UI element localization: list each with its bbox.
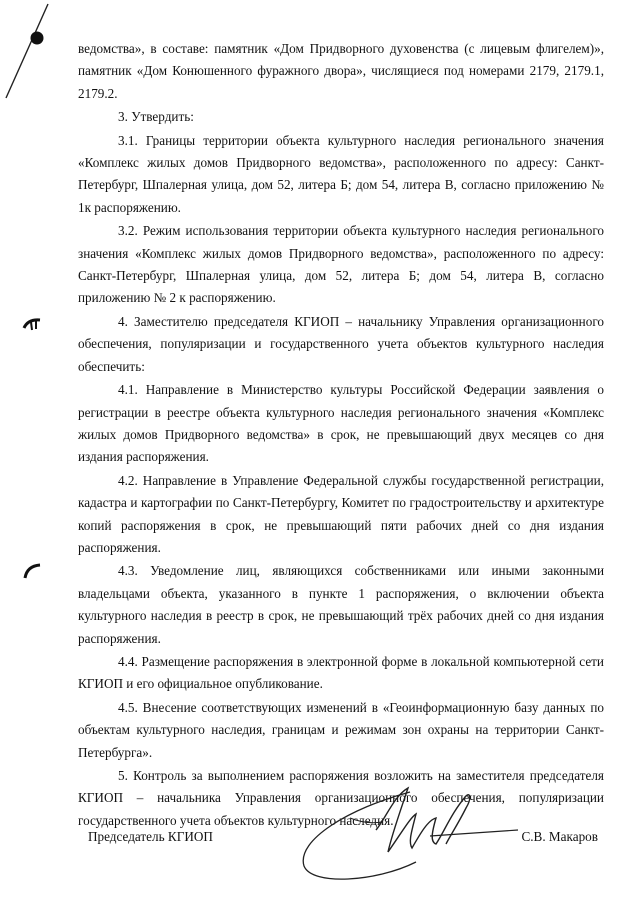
signature-row (78, 826, 604, 848)
document-body (78, 38, 604, 833)
paragraph-4-3: 4.3. Уведомление лиц, являющихся собственниками или иными законными владельцами объекта, указанного в пункте 1 распоряжения, о включении объекта культурного наследия в реестр в срок, не превышающий трёх рабочих дней со дня издания распоряжения. (78, 563, 604, 646)
signatory-name: С.В. Макаров (521, 829, 598, 844)
paragraph-3-2: 3.2. Режим использования территории объекта культурного наследия регионального значения «Комплекс жилых домов Придворного ведомства», расположенного по адресу: Санкт-Петербург, Шпалерная улица, дом 52, литера Б; дом 54, литера В, согласно приложению № 2 к распоряжению. (78, 223, 604, 306)
scan-mark-top (22, 316, 44, 332)
paragraph-4-2: 4.2. Направление в Управление Федеральной службы государственной регистрации, кадастра и картографии по Санкт-Петербургу, Комитет по градостроительству и архитектуре копий распоряжения в срок, не превышающий пяти рабочих дней со дня издания распоряжения. (78, 472, 604, 555)
paragraph-continuation: ведомства», в составе: памятник «Дом Придворного духовенства (с лицевым флигелем)», памятник «Дом Конюшенного фуражного двора», числящиеся под номерами 2179, 2179.1, 2179.2. (78, 41, 604, 101)
paragraph-4-4: 4.4. Размещение распоряжения в электронной форме в локальной компьютерной сети КГИОП и его официальное опубликование. (78, 653, 604, 692)
hole-punch-mark (0, 0, 60, 110)
paragraph-4: 4. Заместителю председателя КГИОП – начальнику Управления организационного обеспечения, популяризации и государственного учета объектов культурного наследия обеспечить: (78, 313, 604, 374)
scan-mark-bottom (22, 560, 44, 582)
paragraph-4-1: 4.1. Направление в Министерство культуры Российской Федерации заявления о регистрации в реестре объекта культурного наследия регионального значения «Комплекс жилых домов Придворного ведомства» в срок, не превышающий двух месяцев со дня издания распоряжения. (78, 382, 604, 465)
paragraph-5: 5. Контроль за выполнением распоряжения возложить на заместителя председателя КГИОП – начальника Управления организационного обеспечения, популяризации государственного учета объектов культурного наследия. (78, 768, 604, 828)
paragraph-3: 3. Утвердить: (118, 109, 194, 125)
signatory-position: Председатель КГИОП (88, 829, 213, 844)
paragraph-4-5: 4.5. Внесение соответствующих изменений в «Геоинформационную базу данных по объектам культурного наследия, границам и режимам зон охраны на территории Санкт-Петербурга». (78, 699, 604, 760)
paragraph-3-1: 3.1. Границы территории объекта культурного наследия регионального значения «Комплекс жилых домов Придворного ведомства», расположенного по адресу: Санкт-Петербург, Шпалерная улица, дом 52, литера Б; дом 54, литера В, согласно приложению № 1к распоряжению. (78, 132, 604, 215)
